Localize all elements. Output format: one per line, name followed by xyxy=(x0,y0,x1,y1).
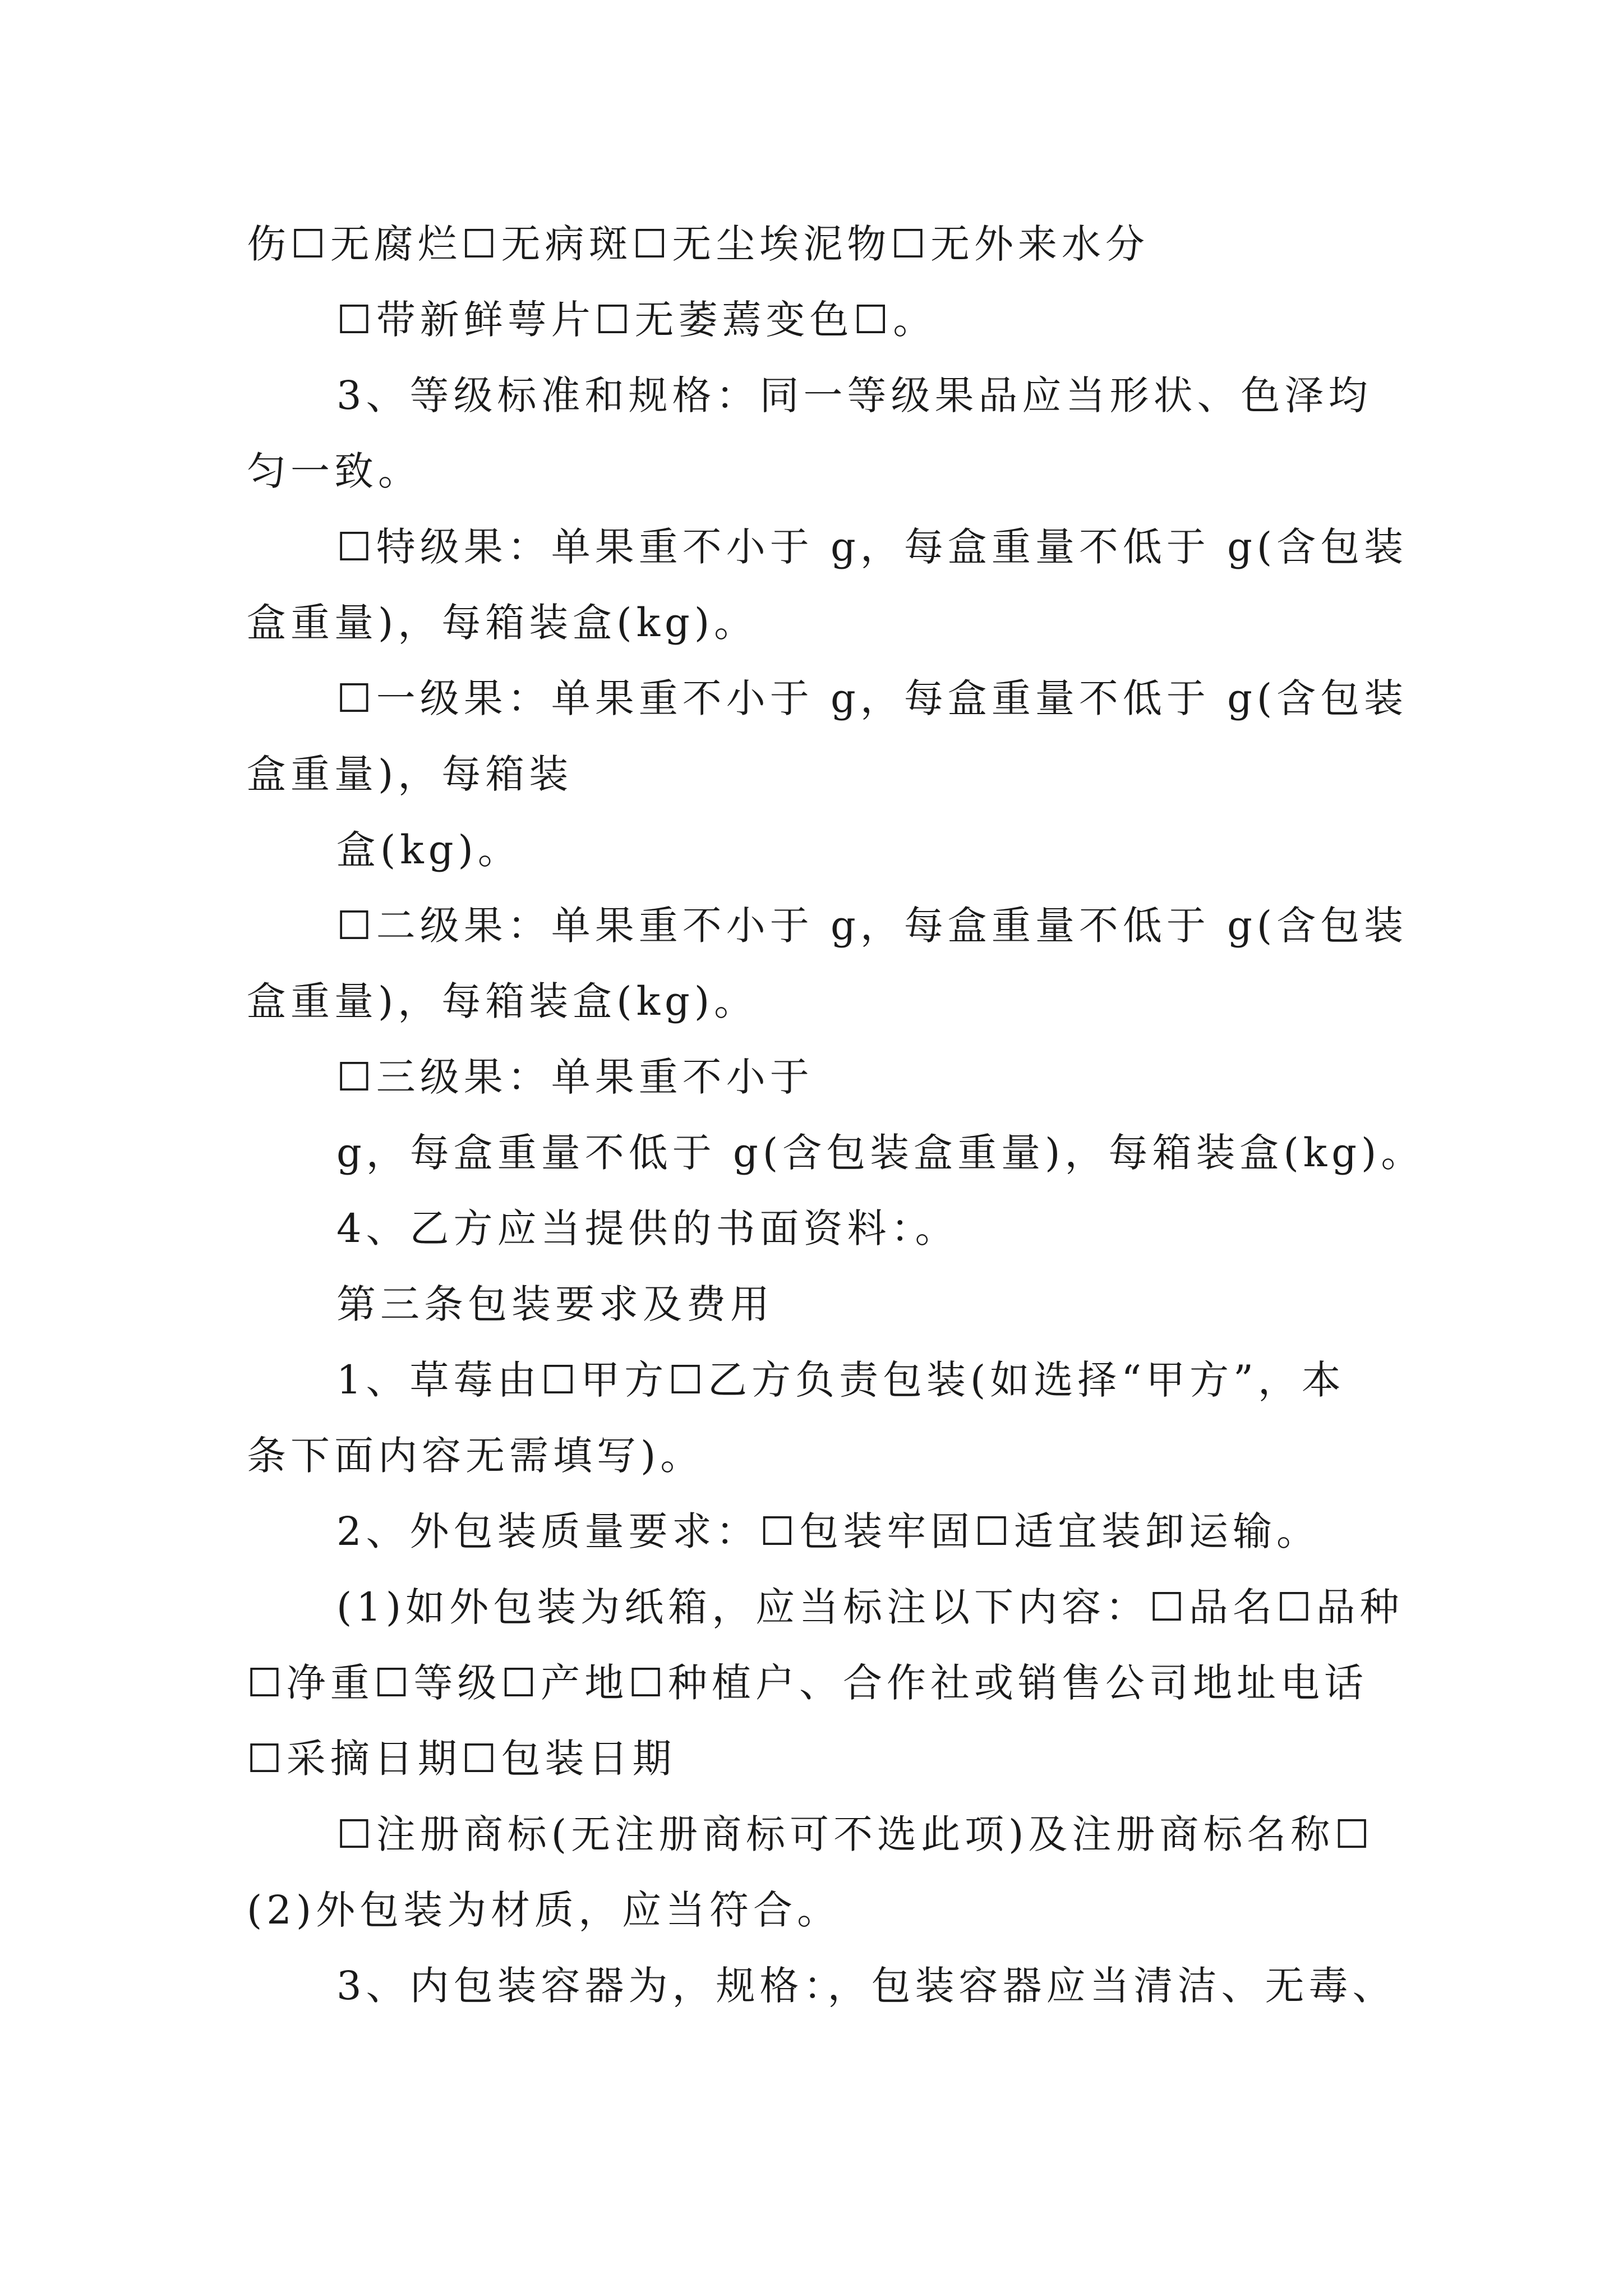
text-line: ☐带新鲜萼片☐无萎蔫变色☐。 xyxy=(336,297,937,343)
text-line: 2、外包装质量要求：☐包装牢固☐适宜装卸运输。 xyxy=(336,1508,1321,1554)
text-line: ☐二级果：单果重不小于 g，每盒重量不低于 g(含包装 xyxy=(336,903,1408,949)
text-line: (1)如外包装为纸箱，应当标注以下内容：☐品名☐品种 xyxy=(336,1584,1404,1630)
text-line: 伤☐无腐烂☐无病斑☐无尘埃泥物☐无外来水分 xyxy=(247,221,1150,267)
text-line: 匀一致。 xyxy=(247,448,422,494)
text-line: 3、内包装容器为，规格：，包装容器应当清洁、无毒、 xyxy=(336,1963,1396,2009)
text-line: g，每盒重量不低于 g(含包装盒重量)，每箱装盒(kg)。 xyxy=(336,1130,1425,1176)
text-line: ☐一级果：单果重不小于 g，每盒重量不低于 g(含包装 xyxy=(336,675,1408,721)
text-line: 盒(kg)。 xyxy=(336,827,522,873)
text-line: (2)外包装为材质，应当符合。 xyxy=(247,1887,841,1933)
text-line: 3、等级标准和规格：同一等级果品应当形状、色泽均 xyxy=(336,372,1372,418)
text-line: ☐特级果：单果重不小于 g，每盒重量不低于 g(含包装 xyxy=(336,524,1408,570)
text-line: ☐三级果：单果重不小于 xyxy=(336,1054,814,1100)
text-line: ☐采摘日期☐包装日期 xyxy=(247,1736,676,1782)
text-line: 1、草莓由☐甲方☐乙方负责包装(如选择“甲方”，本 xyxy=(336,1357,1345,1403)
section-heading: 第三条包装要求及费用 xyxy=(336,1281,774,1327)
text-line: ☐注册商标(无注册商标可不选此项)及注册商标名称☐ xyxy=(336,1811,1375,1857)
text-line: 盒重量)，每箱装盒(kg)。 xyxy=(247,600,758,646)
text-line: ☐净重☐等级☐产地☐种植户、合作社或销售公司地址电话 xyxy=(247,1660,1368,1706)
text-line: 盒重量)，每箱装 xyxy=(247,751,573,797)
text-line: 盒重量)，每箱装盒(kg)。 xyxy=(247,978,758,1024)
text-line: 条下面内容无需填写)。 xyxy=(247,1433,704,1479)
text-line: 4、乙方应当提供的书面资料：。 xyxy=(336,1205,959,1251)
